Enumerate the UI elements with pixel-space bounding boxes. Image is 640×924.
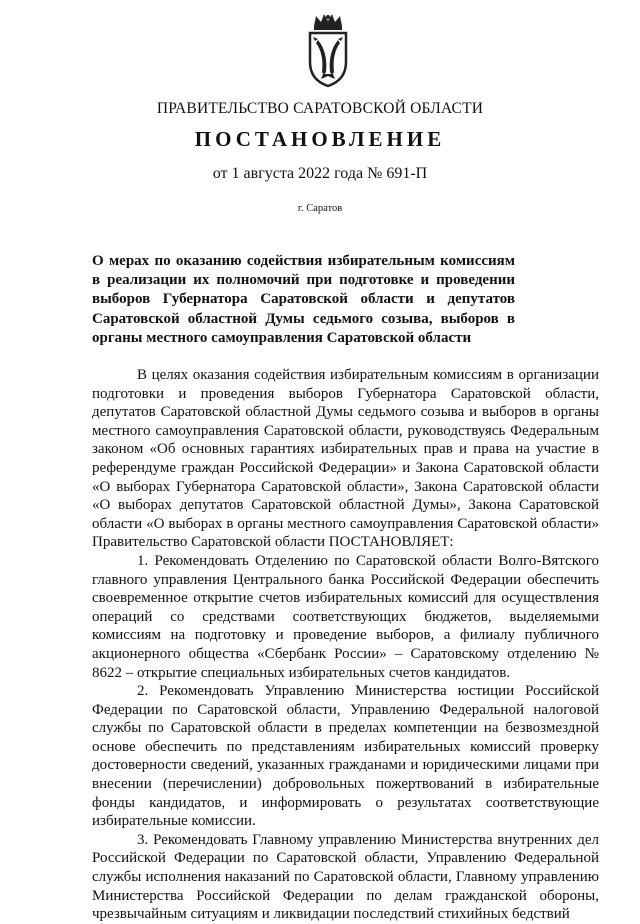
document-body — [92, 366, 599, 924]
item-1-paragraph: 1. Рекомендовать Отделению по Саратовской области Волго-Вятского главного управления Центрального банка Российской Федерации обеспечить своевременное открытие счетов избирательных комиссий для осуществления операций со средствами соответствующих бюджетов, выделяемыми комиссиям на подготовку и проведение выборов, а филиалу публичного акционерного общества «Сбербанк России» – Саратовскому отделению № 8622 – открытие специальных избирательных счетов кандидатов. — [92, 552, 599, 681]
saratov-coat-of-arms-icon — [304, 12, 352, 88]
item-2-paragraph: 2. Рекомендовать Управлению Министерства юстиции Российской Федерации по Саратовской области, Управлению Федеральной налоговой службы по Саратовской области в пределах компетенции на безвозмездной основе обеспечить по представлениям избирательных комиссий проверку достоверности сведений, указанных гражданами и юридическими лицами при внесении (перечислении) добровольных пожертвований в избирательные фонды кандидатов, и информировать о результатах соответствующие избирательные комиссии. — [92, 683, 599, 830]
preamble-paragraph: В целях оказания содействия избирательным комиссиям в организации подготовки и проведения выборов Губернатора Саратовской области, депутатов Саратовской областной Думы седьмого созыва и выборов в органы местного самоуправления Саратовской области, руководствуясь Федеральным законом «Об основных гарантиях избирательных прав и права на участие в референдуме граждан Российской Федерации» и Закона Саратовской области «О выборах Губернатора Саратовской области», Закона Саратовской области «О выборах депутатов Саратовской областной Думы», Закона Саратовской области «О выборах в органы местного самоуправления Саратовской области» Правительство Саратовской области ПОСТАНОВЛЯЕТ: — [92, 367, 599, 551]
city-name: г. Саратов — [297, 203, 343, 214]
organization-name: ПРАВИТЕЛЬСТВО САРАТОВСКОЙ ОБЛАСТИ — [156, 100, 484, 117]
document-subject: О мерах по оказанию содействия избирательным комиссиям в реализации их полномочий при подготовке и проведении выборов Губернатора Саратовской области и депутатов Саратовской областной Думы седьмого созыва, выборов в органы местного самоуправления Саратовской области — [92, 253, 515, 346]
item-3-paragraph: 3. Рекомендовать Главному управлению Министерства внутренних дел Российской Федерации по Саратовской области, Управлению Федеральной службы исполнения наказаний по Саратовской области, Главному управлению Министерства Российской Федерации по делам гражданской обороны, чрезвычайным ситуациям и ликвидации последствий стихийных бедствий — [92, 831, 599, 923]
date-and-number: от 1 августа 2022 года № 691-П — [212, 165, 428, 182]
document-type-title: ПОСТАНОВЛЕНИЕ — [194, 127, 446, 151]
